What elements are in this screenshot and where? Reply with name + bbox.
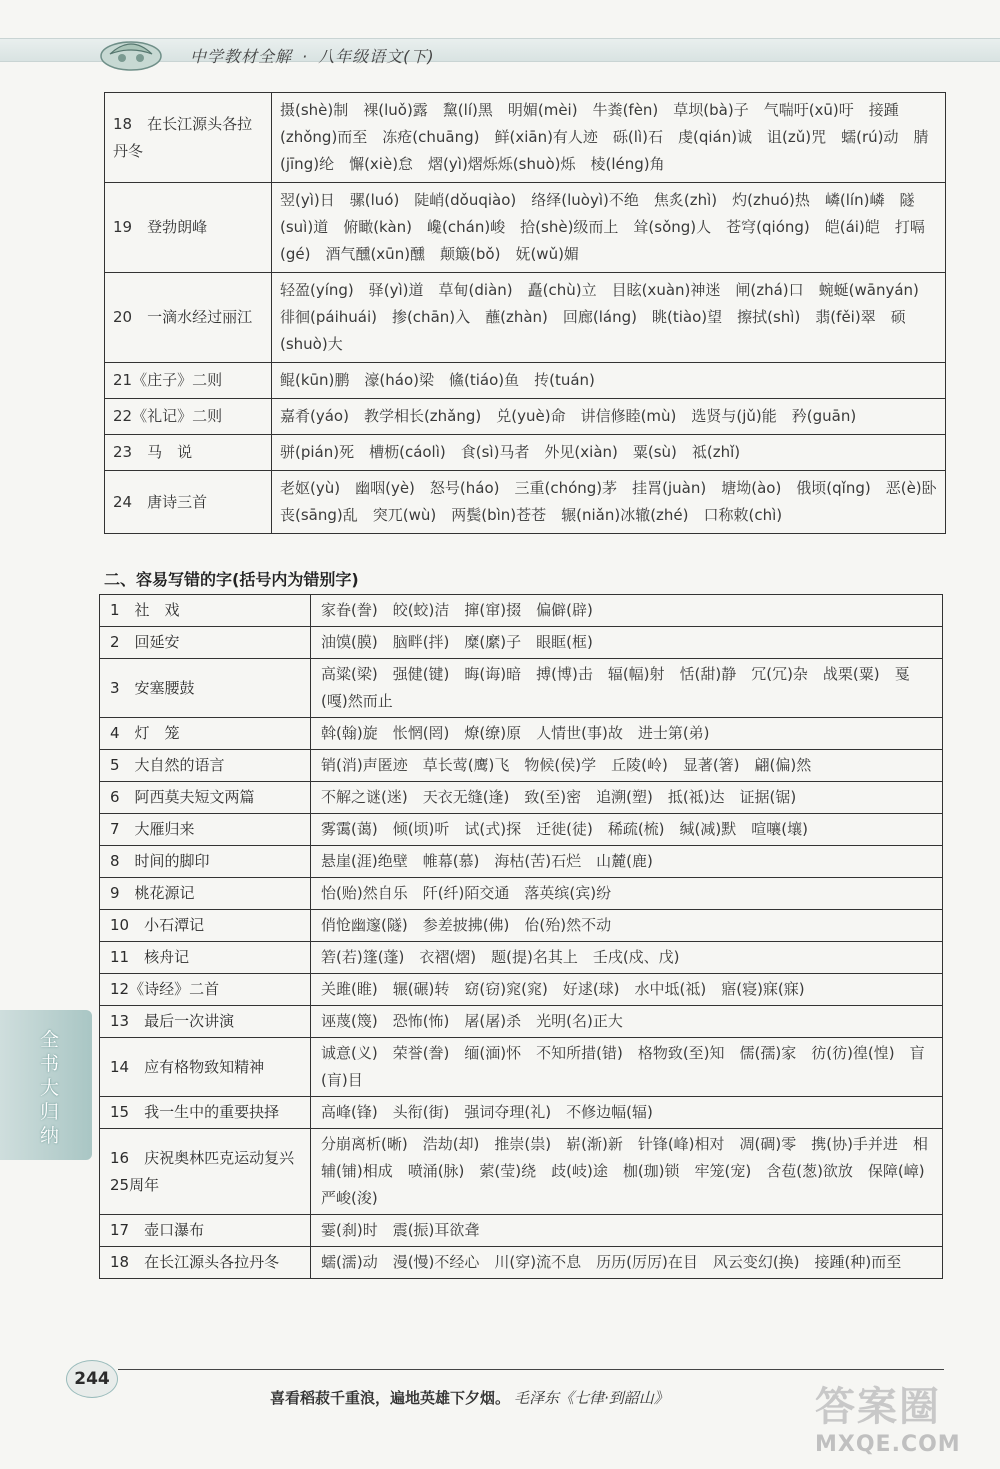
footer-quote — [270, 1387, 669, 1408]
lesson-words: 怡(贻)然自乐 阡(纤)陌交通 落英缤(宾)纷 — [311, 878, 943, 910]
lesson-words: 关雎(睢) 辗(碾)转 窈(窃)窕(窕) 好逑(球) 水中坻(祗) 寤(寝)寐(寐) — [311, 974, 943, 1006]
typo-row — [100, 1215, 943, 1247]
lesson-title: 1 社 戏 — [100, 595, 311, 627]
pronunciation-table — [104, 92, 952, 534]
typo-row — [100, 942, 943, 974]
lesson-words: 家眷(誊) 皎(蛟)洁 撺(窜)掇 偏僻(辟) — [311, 595, 943, 627]
quote-author: 毛泽东《七律·到韶山》 — [514, 1389, 669, 1407]
lesson-words: 骈(pián)死 槽枥(cáolì) 食(sì)马者 外见(xiàn) 粟(sù) 祗(zhǐ) — [272, 435, 946, 471]
book-name: 中学教材全解 — [190, 47, 293, 66]
typo-row — [100, 782, 943, 814]
lesson-title: 9 桃花源记 — [100, 878, 311, 910]
footer-rule — [118, 1369, 944, 1370]
lesson-title: 8 时间的脚印 — [100, 846, 311, 878]
lesson-title: 18 在长江源头各拉丹冬 — [105, 93, 272, 183]
pronunciation-row — [105, 183, 946, 273]
lesson-words: 雾霭(蔼) 倾(顷)听 试(式)探 迁徙(徒) 稀疏(梳) 缄(减)默 喧嚷(壤) — [311, 814, 943, 846]
lesson-title: 3 安塞腰鼓 — [100, 659, 311, 718]
typo-row — [100, 1129, 943, 1215]
lesson-title: 6 阿西莫夫短文两篇 — [100, 782, 311, 814]
lesson-words: 高粱(梁) 强健(键) 晦(诲)暗 搏(博)击 辐(幅)射 恬(甜)静 冗(冗)杂 战栗(粟) 戛(嘎)然而止 — [311, 659, 943, 718]
lesson-words: 鲲(kūn)鹏 濠(háo)梁 鯈(tiáo)鱼 抟(tuán) — [272, 363, 946, 399]
lesson-title: 11 核舟记 — [100, 942, 311, 974]
lesson-title: 5 大自然的语言 — [100, 750, 311, 782]
lesson-words: 箬(若)篷(蓬) 衣褶(熠) 题(提)名其上 壬戌(戍、戊) — [311, 942, 943, 974]
lesson-words: 高峰(锋) 头衔(街) 强词夺理(礼) 不修边幅(辐) — [311, 1097, 943, 1129]
pronunciation-row — [105, 471, 946, 534]
lesson-title: 7 大雁归来 — [100, 814, 311, 846]
section2-title: 二、容易写错的字(括号内为错别字) — [104, 570, 359, 589]
typo-row — [100, 1038, 943, 1097]
lesson-title: 2 回延安 — [100, 627, 311, 659]
grade-name: 八年级语文(下) — [318, 47, 435, 66]
typo-row — [100, 846, 943, 878]
lesson-words: 斡(翰)旋 怅惘(罔) 燎(缭)原 人情世(事)故 进士第(弟) — [311, 718, 943, 750]
pronunciation-row — [105, 273, 946, 363]
watermark-small: MXQE.COM — [815, 1432, 961, 1457]
lesson-words: 霎(刹)时 震(振)耳欲聋 — [311, 1215, 943, 1247]
quote-text: 喜看稻菽千重浪，遍地英雄下夕烟。 — [270, 1389, 511, 1407]
lesson-words: 俏怆幽邃(隧) 参差披拂(佛) 佁(殆)然不动 — [311, 910, 943, 942]
page-number: 244 — [66, 1360, 118, 1398]
lesson-title: 20 一滴水经过丽江 — [105, 273, 272, 363]
pronunciation-row — [105, 363, 946, 399]
typo-row — [100, 1247, 943, 1279]
lesson-title: 10 小石潭记 — [100, 910, 311, 942]
watermark-logo — [815, 1375, 985, 1460]
lesson-words: 蠕(濡)动 漫(慢)不经心 川(穿)流不息 历历(厉厉)在目 风云变幻(换) 接踵(种)而至 — [311, 1247, 943, 1279]
lesson-title: 14 应有格物致知精神 — [100, 1038, 311, 1097]
lesson-words: 摄(shè)制 裸(luǒ)露 黧(lí)黑 明媚(mèi) 牛粪(fèn) 草坝(bà)子 气喘吁(xū)吁 接踵(zhǒng)而至 冻疮(chuāng) 鲜(xiān)有人迹 砾(lì)石 虔(qián)诚 诅(zǔ)咒 蠕(rú)动 腈(jīng)纶 懈(xiè)怠 熠(yì)熠烁烁(shuò)烁 棱(léng)角 — [272, 93, 946, 183]
side-tab-label: 全书大归纳 — [40, 1029, 60, 1147]
lesson-title: 24 唐诗三首 — [105, 471, 272, 534]
page-header — [0, 0, 1000, 85]
header-title: 中学教材全解 · 八年级语文(下) — [190, 47, 435, 66]
pronunciation-row — [105, 93, 946, 183]
pronunciation-row — [105, 399, 946, 435]
typo-row — [100, 878, 943, 910]
lesson-words: 嘉肴(yáo) 教学相长(zhǎng) 兑(yuè)命 讲信修睦(mù) 选贤与(jǔ)能 矜(guān) — [272, 399, 946, 435]
side-tab — [0, 1010, 92, 1160]
lesson-title: 19 登勃朗峰 — [105, 183, 272, 273]
typo-table — [99, 594, 943, 1279]
typo-row — [100, 718, 943, 750]
typo-row — [100, 1006, 943, 1038]
book-logo-icon — [96, 30, 166, 74]
lesson-title: 22《礼记》二则 — [105, 399, 272, 435]
lesson-words: 分崩离析(晰) 浩劫(却) 推崇(祟) 崭(渐)新 针锋(峰)相对 凋(碉)零 携(协)手并进 相辅(铺)相成 喷涌(脉) 萦(莹)绕 歧(岐)途 枷(珈)锁 牢笼(宠) 含苞(葱)欲放 保障(嶂) 严峻(浚) — [311, 1129, 943, 1215]
lesson-words: 不解之谜(迷) 天衣无缝(逢) 致(至)密 追溯(塑) 抵(祗)达 证据(锯) — [311, 782, 943, 814]
lesson-words: 油馍(膜) 脑畔(拌) 糜(縻)子 眼眶(框) — [311, 627, 943, 659]
lesson-words: 翌(yì)日 骡(luó) 陡峭(dǒuqiào) 络绎(luòyì)不绝 焦炙(zhì) 灼(zhuó)热 嶙(lín)嶙 隧(suì)道 俯瞰(kàn) 巉(chán)峻 拾(shè)级而上 耸(sǒng)人 苍穹(qióng) 皑(ái)皑 打嗝(gé) 酒气醺(xūn)醺 颠簸(bǒ) 妩(wǔ)媚 — [272, 183, 946, 273]
lesson-title: 4 灯 笼 — [100, 718, 311, 750]
typo-row — [100, 595, 943, 627]
typo-row — [100, 814, 943, 846]
typo-row — [100, 627, 943, 659]
lesson-title: 13 最后一次讲演 — [100, 1006, 311, 1038]
lesson-title: 21《庄子》二则 — [105, 363, 272, 399]
lesson-title: 18 在长江源头各拉丹冬 — [100, 1247, 311, 1279]
lesson-words: 诬蔑(篾) 恐怖(怖) 屠(屠)杀 光明(名)正大 — [311, 1006, 943, 1038]
lesson-title: 17 壶口瀑布 — [100, 1215, 311, 1247]
lesson-title: 16 庆祝奥林匹克运动复兴25周年 — [100, 1129, 311, 1215]
lesson-title: 12《诗经》二首 — [100, 974, 311, 1006]
typo-row — [100, 974, 943, 1006]
typo-row — [100, 910, 943, 942]
pronunciation-row — [105, 435, 946, 471]
lesson-words: 轻盈(yíng) 驿(yì)道 草甸(diàn) 矗(chù)立 目眩(xuàn)神迷 闸(zhá)口 蜿蜒(wānyán) 徘徊(páihuái) 掺(chān)入 蘸(zhàn) 回廊(láng) 眺(tiào)望 擦拭(shì) 翡(fěi)翠 硕(shuò)大 — [272, 273, 946, 363]
lesson-words: 老妪(yù) 幽咽(yè) 怒号(háo) 三重(chóng)茅 挂罥(juàn) 塘坳(ào) 俄顷(qǐng) 恶(è)卧 丧(sāng)乱 突兀(wù) 两鬓(bìn)苍苍 辗(niǎn)冰辙(zhé) 口称敕(chì) — [272, 471, 946, 534]
lesson-title: 23 马 说 — [105, 435, 272, 471]
typo-row — [100, 659, 943, 718]
lesson-title: 15 我一生中的重要抉择 — [100, 1097, 311, 1129]
typo-row — [100, 1097, 943, 1129]
watermark-big: 答案圈 — [815, 1384, 941, 1430]
lesson-words: 销(消)声匿迹 草长莺(鹰)飞 物候(侯)学 丘陵(岭) 显著(箸) 翩(偏)然 — [311, 750, 943, 782]
lesson-words: 诚意(义) 荣誉(誊) 缅(湎)怀 不知所措(错) 格物致(至)知 儒(孺)家 彷(彷)徨(惶) 盲(肓)目 — [311, 1038, 943, 1097]
typo-row — [100, 750, 943, 782]
lesson-words: 悬崖(涯)绝壁 帷幕(慕) 海枯(苦)石烂 山麓(鹿) — [311, 846, 943, 878]
